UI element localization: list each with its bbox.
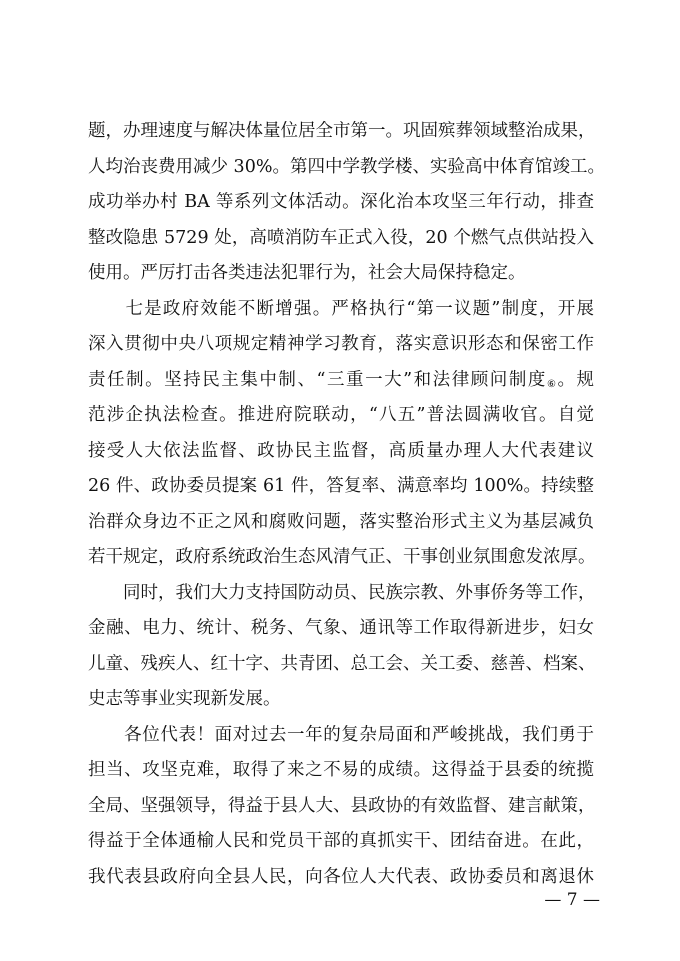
text-line: 担当、攻坚克难，取得了来之不易的成绩。这得益于县委的统揽 [88,760,594,780]
text-line: 儿童、残疾人、红十字、共青团、总工会、关工委、慈善、档案、 [88,653,596,674]
text-line-with-footnote [88,363,594,399]
page-number: — 7 — [544,890,600,910]
body-text [88,114,605,895]
text-line: 深入贯彻中央八项规定精神学习教育，落实意识形态和保密工作 [88,334,594,354]
text-line: 我代表县政府向全县人民，向各位人大代表、政协委员和离退休 [88,866,594,887]
text-line: 全局、坚强领导，得益于县人大、县政协的有效监督、建言献策， [88,795,596,816]
footnote-marker: ⑥ [546,378,558,390]
text-line: 范涉企执法检查。推进府院联动，“八五”普法圆满收官。自觉 [88,405,594,425]
text-line: 各位代表！面对过去一年的复杂局面和严峻挑战，我们勇于 [88,724,594,745]
text-line: 同时，我们大力支持国防动员、民族宗教、外事侨务等工作， [88,582,596,603]
text-line: 史志等事业实现新发展。 [88,689,281,709]
text-line: 七是政府效能不断增强。严格执行“第一议题”制度，开展 [88,298,594,319]
text-segment: 责任制。坚持民主集中制、“三重一大”和法律顾问制度 [88,369,547,390]
text-line: 题，办理速度与解决体量位居全市第一。巩固殡葬领域整治成果， [88,121,596,141]
text-line: 治群众身边不正之风和腐败问题，落实整治形式主义为基层减负 [88,511,594,532]
text-line: 若干规定，政府系统政治生态风清气正、干事创业氛围愈发浓厚。 [88,547,596,567]
text-line: 整改隐患 5729 处，高喷消防车正式入役，20 个燃气点供站投入 [88,227,594,248]
text-line: 得益于全体通榆人民和党员干部的真抓实干、团结奋进。在此， [88,831,594,851]
text-segment: 。规 [557,369,594,390]
text-line: 使用。严厉打击各类违法犯罪行为，社会大局保持稳定。 [88,263,526,283]
text-line: 成功举办村 BA 等系列文体活动。深化治本攻坚三年行动，排查 [88,192,594,212]
text-line: 接受人大依法监督、政协民主监督，高质量办理人大代表建议 [88,440,594,461]
text-line: 26 件、政协委员提案 61 件，答复率、满意率均 100%。持续整 [88,476,594,496]
text-line: 人均治丧费用减少 30%。第四中学教学楼、实验高中体育馆竣工。 [88,156,605,177]
text-line: 金融、电力、统计、税务、气象、通讯等工作取得新进步，妇女 [88,618,594,638]
